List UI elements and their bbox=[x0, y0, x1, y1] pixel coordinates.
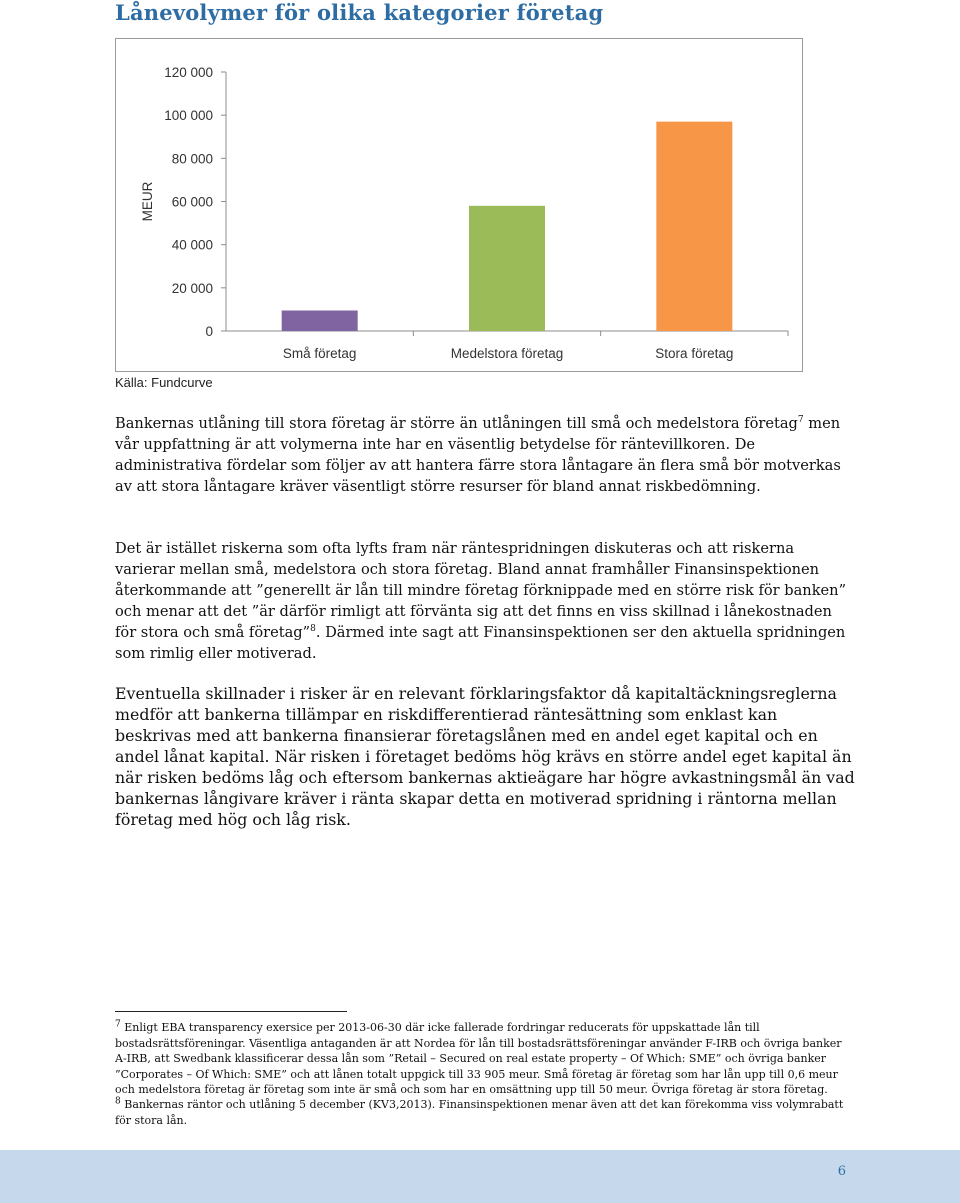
footnote-8-number: 8 bbox=[115, 1096, 121, 1107]
footnote-8-text: Bankernas räntor och utlåning 5 december (KV3,2013). Finansinspektionen menar även att det kan förekomma viss volymrabatt för stora lån. bbox=[115, 1098, 844, 1127]
y-tick-label: 40 000 bbox=[171, 237, 213, 253]
bar-3 bbox=[656, 122, 732, 331]
footnote-7-number: 7 bbox=[115, 1019, 121, 1030]
paragraph-2 bbox=[115, 538, 850, 664]
footer-bar bbox=[0, 1150, 960, 1203]
y-tick-label: 60 000 bbox=[171, 194, 213, 210]
paragraph-3: Eventuella skillnader i risker är en relevant förklaringsfaktor då kapitaltäckningsreglerna medför att bankerna tillämpar en riskdifferentierad räntesättning som enklast kan beskrivas med att bankerna finansierar företagslånen med en andel eget kapital och en andel lånat kapital. När risken i företaget bedöms hög krävs en större andel eget kapital än när risken bedöms låg och eftersom bankernas aktieägare har högre avkastningsmål än vad bankernas långivare kräver i ränta skapar detta en motiverad spridning i räntorna mellan företag med hög och låg risk. bbox=[115, 684, 855, 829]
footnote-ref-8[interactable]: 8 bbox=[310, 624, 316, 635]
y-tick-label: 120 000 bbox=[164, 65, 213, 80]
page-title: Lånevolymer för olika kategorier företag bbox=[115, 0, 604, 25]
bar-2 bbox=[469, 206, 545, 331]
paragraph-2-text-a: Det är istället riskerna som ofta lyfts fram när räntespridningen diskuteras och att riskerna varierar mellan små, medelstora och stora företag. Bland annat framhåller Finansinspektionen återkommande att ”generellt är lån till mindre företag förknippade med en större risk för banken” och menar att det ”är därför rimligt att förvänta sig att det finns en viss skillnad i lånekostnaden för stora och små företag” bbox=[115, 540, 847, 641]
category-label: Medelstora företag bbox=[450, 346, 564, 361]
y-tick-label: 20 000 bbox=[171, 280, 213, 296]
page-number: 6 bbox=[837, 1164, 846, 1179]
category-label: Stora företag bbox=[655, 346, 734, 361]
paragraph-2-text-b: . Därmed inte sagt att Finansinspektionen ser den aktuella spridningen som rimlig eller motiverad. bbox=[115, 624, 846, 662]
footnote-7-text: Enligt EBA transparency exersice per 2013-06-30 där icke fallerade fordringar reducerats för uppskattade lån till bostadsrättsföreningar. Väsentliga antaganden är att Nordea för lån till bostadsrättsföreningar använder F-IRB och övriga banker A-IRB, att Swedbank klassificerar dessa lån som ”Retail – Secured on real estate property – Of Which: SME” och övriga banker ”Corporates – Of Which: SME” och att lånen totalt uppgick till 33 905 meur. Små företag är företag som har lån upp till 0,6 meur och medelstora företag är företag som inte är små och som har en omsättning upp till 50 meur. Övriga företag är stora företag. bbox=[115, 1021, 842, 1096]
y-tick-label: 80 000 bbox=[171, 151, 213, 167]
y-tick-label: 100 000 bbox=[164, 108, 213, 124]
paragraph-1-text-a: Bankernas utlåning till stora företag är större än utlåningen till små och medelstora företag bbox=[115, 415, 798, 432]
bar-chart-svg bbox=[116, 39, 804, 373]
footnote-separator bbox=[115, 1011, 347, 1012]
chart-source: Källa: Fundcurve bbox=[115, 375, 213, 390]
bar-1 bbox=[282, 310, 358, 331]
footnote-7 bbox=[115, 1020, 845, 1098]
y-axis-title: MEUR bbox=[140, 181, 155, 222]
y-tick-label: 0 bbox=[205, 324, 213, 339]
paragraph-1-text-b: men vår uppfattning är att volymerna inte har en väsentlig betydelse för räntevillkoren. De administrativa fördelar som följer av att hantera färre stora låntagare än flera små bör motverkas av att stora låntagare kräver väsentligt större resurser för bland annat riskbedömning. bbox=[115, 415, 841, 495]
footnote-ref-7[interactable]: 7 bbox=[797, 415, 804, 426]
loan-volume-chart bbox=[115, 38, 803, 372]
footnote-8 bbox=[115, 1097, 845, 1128]
paragraph-1 bbox=[115, 413, 850, 497]
category-label: Små företag bbox=[282, 346, 357, 361]
